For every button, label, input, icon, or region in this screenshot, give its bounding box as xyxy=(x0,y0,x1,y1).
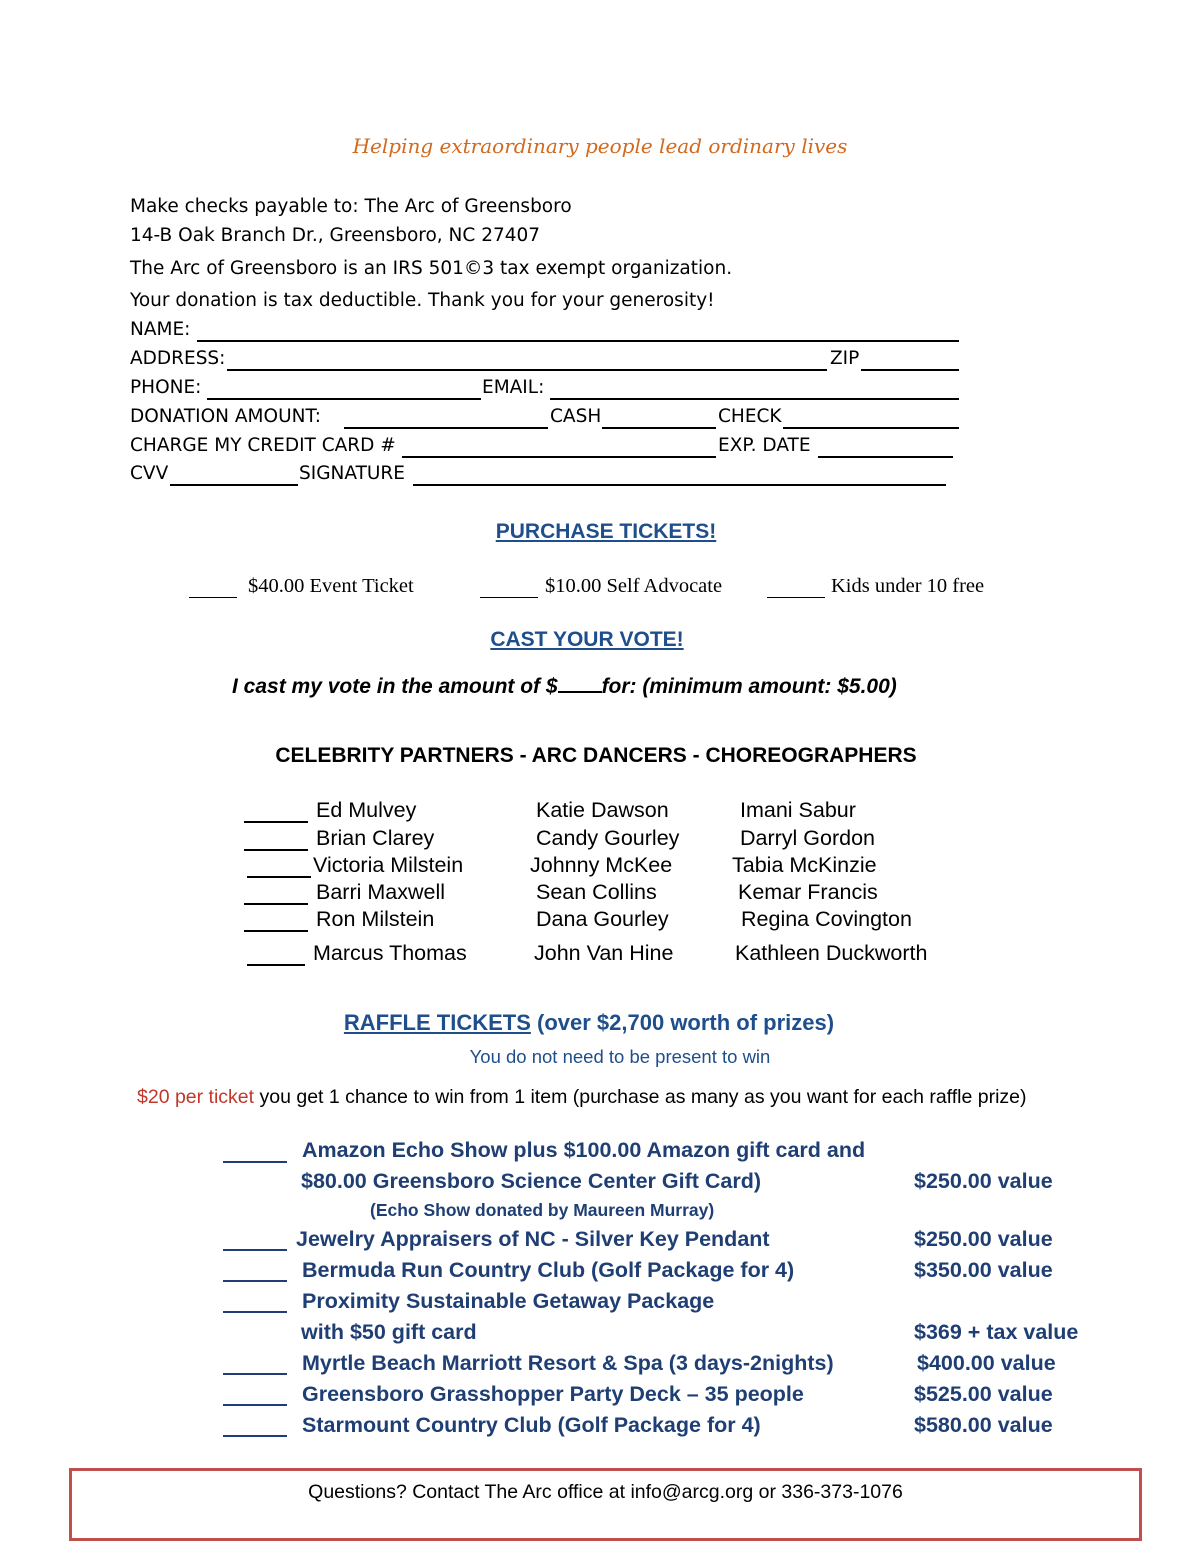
choreographer-4: Kemar Francis xyxy=(738,880,878,904)
categories-heading: CELEBRITY PARTNERS - ARC DANCERS - CHOREOGRAPHERS xyxy=(275,744,917,767)
vote-blank-6[interactable] xyxy=(247,964,305,966)
check-label: CHECK xyxy=(718,406,782,427)
tax-exempt-text: The Arc of Greensboro is an IRS 501©3 tax exempt organization. xyxy=(130,258,733,279)
partner-4: Barri Maxwell xyxy=(316,880,446,904)
cast-vote-heading: CAST YOUR VOTE! xyxy=(490,628,684,651)
partner-3: Victoria Milstein xyxy=(313,853,464,877)
raffle-price: $20 per ticket xyxy=(137,1086,255,1108)
partner-6: Marcus Thomas xyxy=(313,941,467,965)
raffle-heading-extra: (over $2,700 worth of prizes) xyxy=(530,1010,835,1035)
vote-amount-blank[interactable] xyxy=(558,689,602,693)
prize-3-label: Bermuda Run Country Club (Golf Package for 4) xyxy=(302,1258,795,1282)
choreographer-5: Regina Covington xyxy=(741,907,912,931)
dancer-1: Katie Dawson xyxy=(536,798,669,822)
purchase-tickets-heading: PURCHASE TICKETS! xyxy=(495,520,717,543)
name-label: NAME: xyxy=(130,319,191,340)
vote-blank-5[interactable] xyxy=(244,930,308,932)
prize-1-note: (Echo Show donated by Maureen Murray) xyxy=(370,1200,715,1220)
cvv-label: CVV xyxy=(130,463,169,484)
phone-label: PHONE: xyxy=(130,377,202,398)
raffle-subheading: You do not need to be present to win xyxy=(469,1046,771,1067)
contact-box xyxy=(69,1468,1142,1541)
prize-4-line1: Proximity Sustainable Getaway Package xyxy=(302,1289,715,1313)
prize-2-value: $250.00 value xyxy=(914,1227,1053,1251)
prize-3-value: $350.00 value xyxy=(914,1258,1053,1282)
choreographer-3: Tabia McKinzie xyxy=(732,853,877,877)
vote-line-pre: I cast my vote in the amount of $ xyxy=(232,675,558,698)
prize-6-value: $525.00 value xyxy=(914,1382,1053,1406)
vote-blank-1[interactable] xyxy=(244,821,308,823)
tagline: Helping extraordinary people lead ordinary lives xyxy=(352,134,848,158)
kids-label: Kids under 10 free xyxy=(831,575,985,597)
zip-field[interactable] xyxy=(861,369,959,371)
choreographer-1: Imani Sabur xyxy=(740,798,856,822)
partner-5: Ron Milstein xyxy=(316,907,435,931)
payable-to-text: Make checks payable to: The Arc of Greensboro xyxy=(130,196,572,217)
prize-4-value: $369 + tax value xyxy=(914,1320,1079,1344)
event-ticket-blank[interactable] xyxy=(189,597,237,598)
prize-5-blank[interactable] xyxy=(223,1373,287,1375)
raffle-heading-main: RAFFLE TICKETS xyxy=(343,1010,531,1035)
prize-1-blank[interactable] xyxy=(223,1161,287,1163)
raffle-price-line xyxy=(137,1086,1027,1109)
name-field[interactable] xyxy=(197,340,959,342)
prize-7-blank[interactable] xyxy=(223,1435,287,1437)
prize-5-value: $400.00 value xyxy=(917,1351,1056,1375)
vote-line-post: for: (minimum amount: $5.00) xyxy=(601,675,897,698)
donation-field[interactable] xyxy=(344,427,548,429)
exp-date-field[interactable] xyxy=(818,456,953,458)
vote-line xyxy=(232,675,897,699)
prize-1-line2: $80.00 Greensboro Science Center Gift Card) xyxy=(301,1169,762,1193)
check-field[interactable] xyxy=(783,427,959,429)
dancer-3: Johnny McKee xyxy=(530,853,673,877)
vote-blank-4[interactable] xyxy=(244,903,308,905)
prize-3-blank[interactable] xyxy=(223,1280,287,1282)
phone-field[interactable] xyxy=(207,398,481,400)
cvv-field[interactable] xyxy=(170,484,298,486)
event-ticket-label: $40.00 Event Ticket xyxy=(248,575,414,597)
cash-label: CASH xyxy=(550,406,602,427)
self-advocate-blank[interactable] xyxy=(480,597,538,598)
dancer-4: Sean Collins xyxy=(536,880,657,904)
dancer-2: Candy Gourley xyxy=(536,826,680,850)
dancer-5: Dana Gourley xyxy=(536,907,669,931)
contact-text: Questions? Contact The Arc office at info@arcg.org or 336-373-1076 xyxy=(308,1481,903,1503)
prize-6-label: Greensboro Grasshopper Party Deck – 35 people xyxy=(302,1382,804,1406)
donation-label: DONATION AMOUNT: xyxy=(130,406,321,427)
choreographer-2: Darryl Gordon xyxy=(740,826,876,850)
prize-2-blank[interactable] xyxy=(223,1249,287,1251)
self-advocate-label: $10.00 Self Advocate xyxy=(545,575,723,597)
credit-card-label: CHARGE MY CREDIT CARD # xyxy=(130,435,396,456)
raffle-price-desc: you get 1 chance to win from 1 item (purchase as many as you want for each raffle prize) xyxy=(254,1086,1027,1108)
prize-1-value: $250.00 value xyxy=(914,1169,1053,1193)
credit-card-field[interactable] xyxy=(402,456,716,458)
prize-2-label: Jewelry Appraisers of NC - Silver Key Pendant xyxy=(296,1227,770,1251)
address-field[interactable] xyxy=(227,369,827,371)
raffle-heading xyxy=(0,1010,1189,1036)
email-label: EMAIL: xyxy=(482,377,545,398)
tax-deductible-text: Your donation is tax deductible. Thank you for your generosity! xyxy=(130,290,715,311)
partner-1: Ed Mulvey xyxy=(316,798,417,822)
signature-label: SIGNATURE xyxy=(299,463,405,484)
vote-blank-3[interactable] xyxy=(247,876,311,878)
prize-7-value: $580.00 value xyxy=(914,1413,1053,1437)
kids-blank[interactable] xyxy=(767,597,825,598)
prize-1-line1: Amazon Echo Show plus $100.00 Amazon gift card and xyxy=(302,1138,866,1162)
address-text: 14-B Oak Branch Dr., Greensboro, NC 27407 xyxy=(130,225,541,246)
prize-6-blank[interactable] xyxy=(223,1404,287,1406)
email-field[interactable] xyxy=(550,398,959,400)
vote-blank-2[interactable] xyxy=(244,849,308,851)
prize-4-blank[interactable] xyxy=(223,1311,287,1313)
signature-field[interactable] xyxy=(413,484,946,486)
partner-2: Brian Clarey xyxy=(316,826,435,850)
exp-date-label: EXP. DATE xyxy=(718,435,811,456)
dancer-6: John Van Hine xyxy=(534,941,674,965)
prize-4-line2: with $50 gift card xyxy=(301,1320,477,1344)
prize-5-label: Myrtle Beach Marriott Resort & Spa (3 days-2nights) xyxy=(302,1351,834,1375)
choreographer-6: Kathleen Duckworth xyxy=(735,941,928,965)
prize-7-label: Starmount Country Club (Golf Package for 4) xyxy=(302,1413,761,1437)
address-label: ADDRESS: xyxy=(130,348,226,369)
zip-label: ZIP xyxy=(830,348,860,369)
cash-field[interactable] xyxy=(602,427,716,429)
